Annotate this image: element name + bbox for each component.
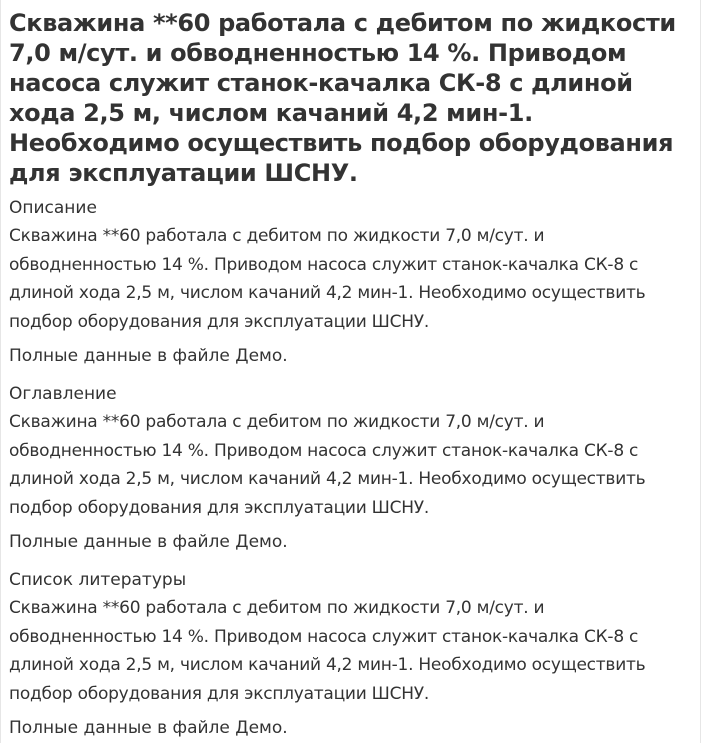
demo-note-description: Полные данные в файле Демо. [9, 346, 288, 366]
section-bibliography [9, 570, 694, 740]
section-contents [9, 384, 694, 554]
section-heading-bibliography: Список литературы [9, 570, 187, 590]
demo-note-contents: Полные данные в файле Демо. [9, 532, 288, 552]
section-text-contents: Скважина **60 работала с дебитом по жидкости 7,0 м/сут. и обводненностью 14 %. Приводом насоса служит станок-качалка СК-8 с длиной хода 2,5 м, числом качаний 4,2 мин-1. Необходимо осуществить подбор оборудования для эксплуатации ШСНУ. [9, 412, 646, 518]
section-heading-description: Описание [9, 198, 97, 218]
section-text-bibliography: Скважина **60 работала с дебитом по жидкости 7,0 м/сут. и обводненностью 14 %. Приводом насоса служит станок-качалка СК-8 с длиной хода 2,5 м, числом качаний 4,2 мин-1. Необходимо осуществить подбор оборудования для эксплуатации ШСНУ. [9, 598, 646, 704]
page-title: Скважина **60 работала с дебитом по жидкости 7,0 м/сут. и обводненностью 14 %. Приводом насоса служит станок-качалка СК-8 с длиной хода 2,5 м, числом качаний 4,2 мин-1. Необходимо осуществить подбор оборудования для эксплуатации ШСНУ. [9, 9, 676, 187]
section-heading-contents: Оглавление [9, 384, 117, 404]
section-text-description: Скважина **60 работала с дебитом по жидкости 7,0 м/сут. и обводненностью 14 %. Приводом насоса служит станок-качалка СК-8 с длиной хода 2,5 м, числом качаний 4,2 мин-1. Необходимо осуществить подбор оборудования для эксплуатации ШСНУ. [9, 226, 646, 332]
demo-note-bibliography: Полные данные в файле Демо. [9, 718, 288, 738]
section-description [9, 198, 694, 368]
